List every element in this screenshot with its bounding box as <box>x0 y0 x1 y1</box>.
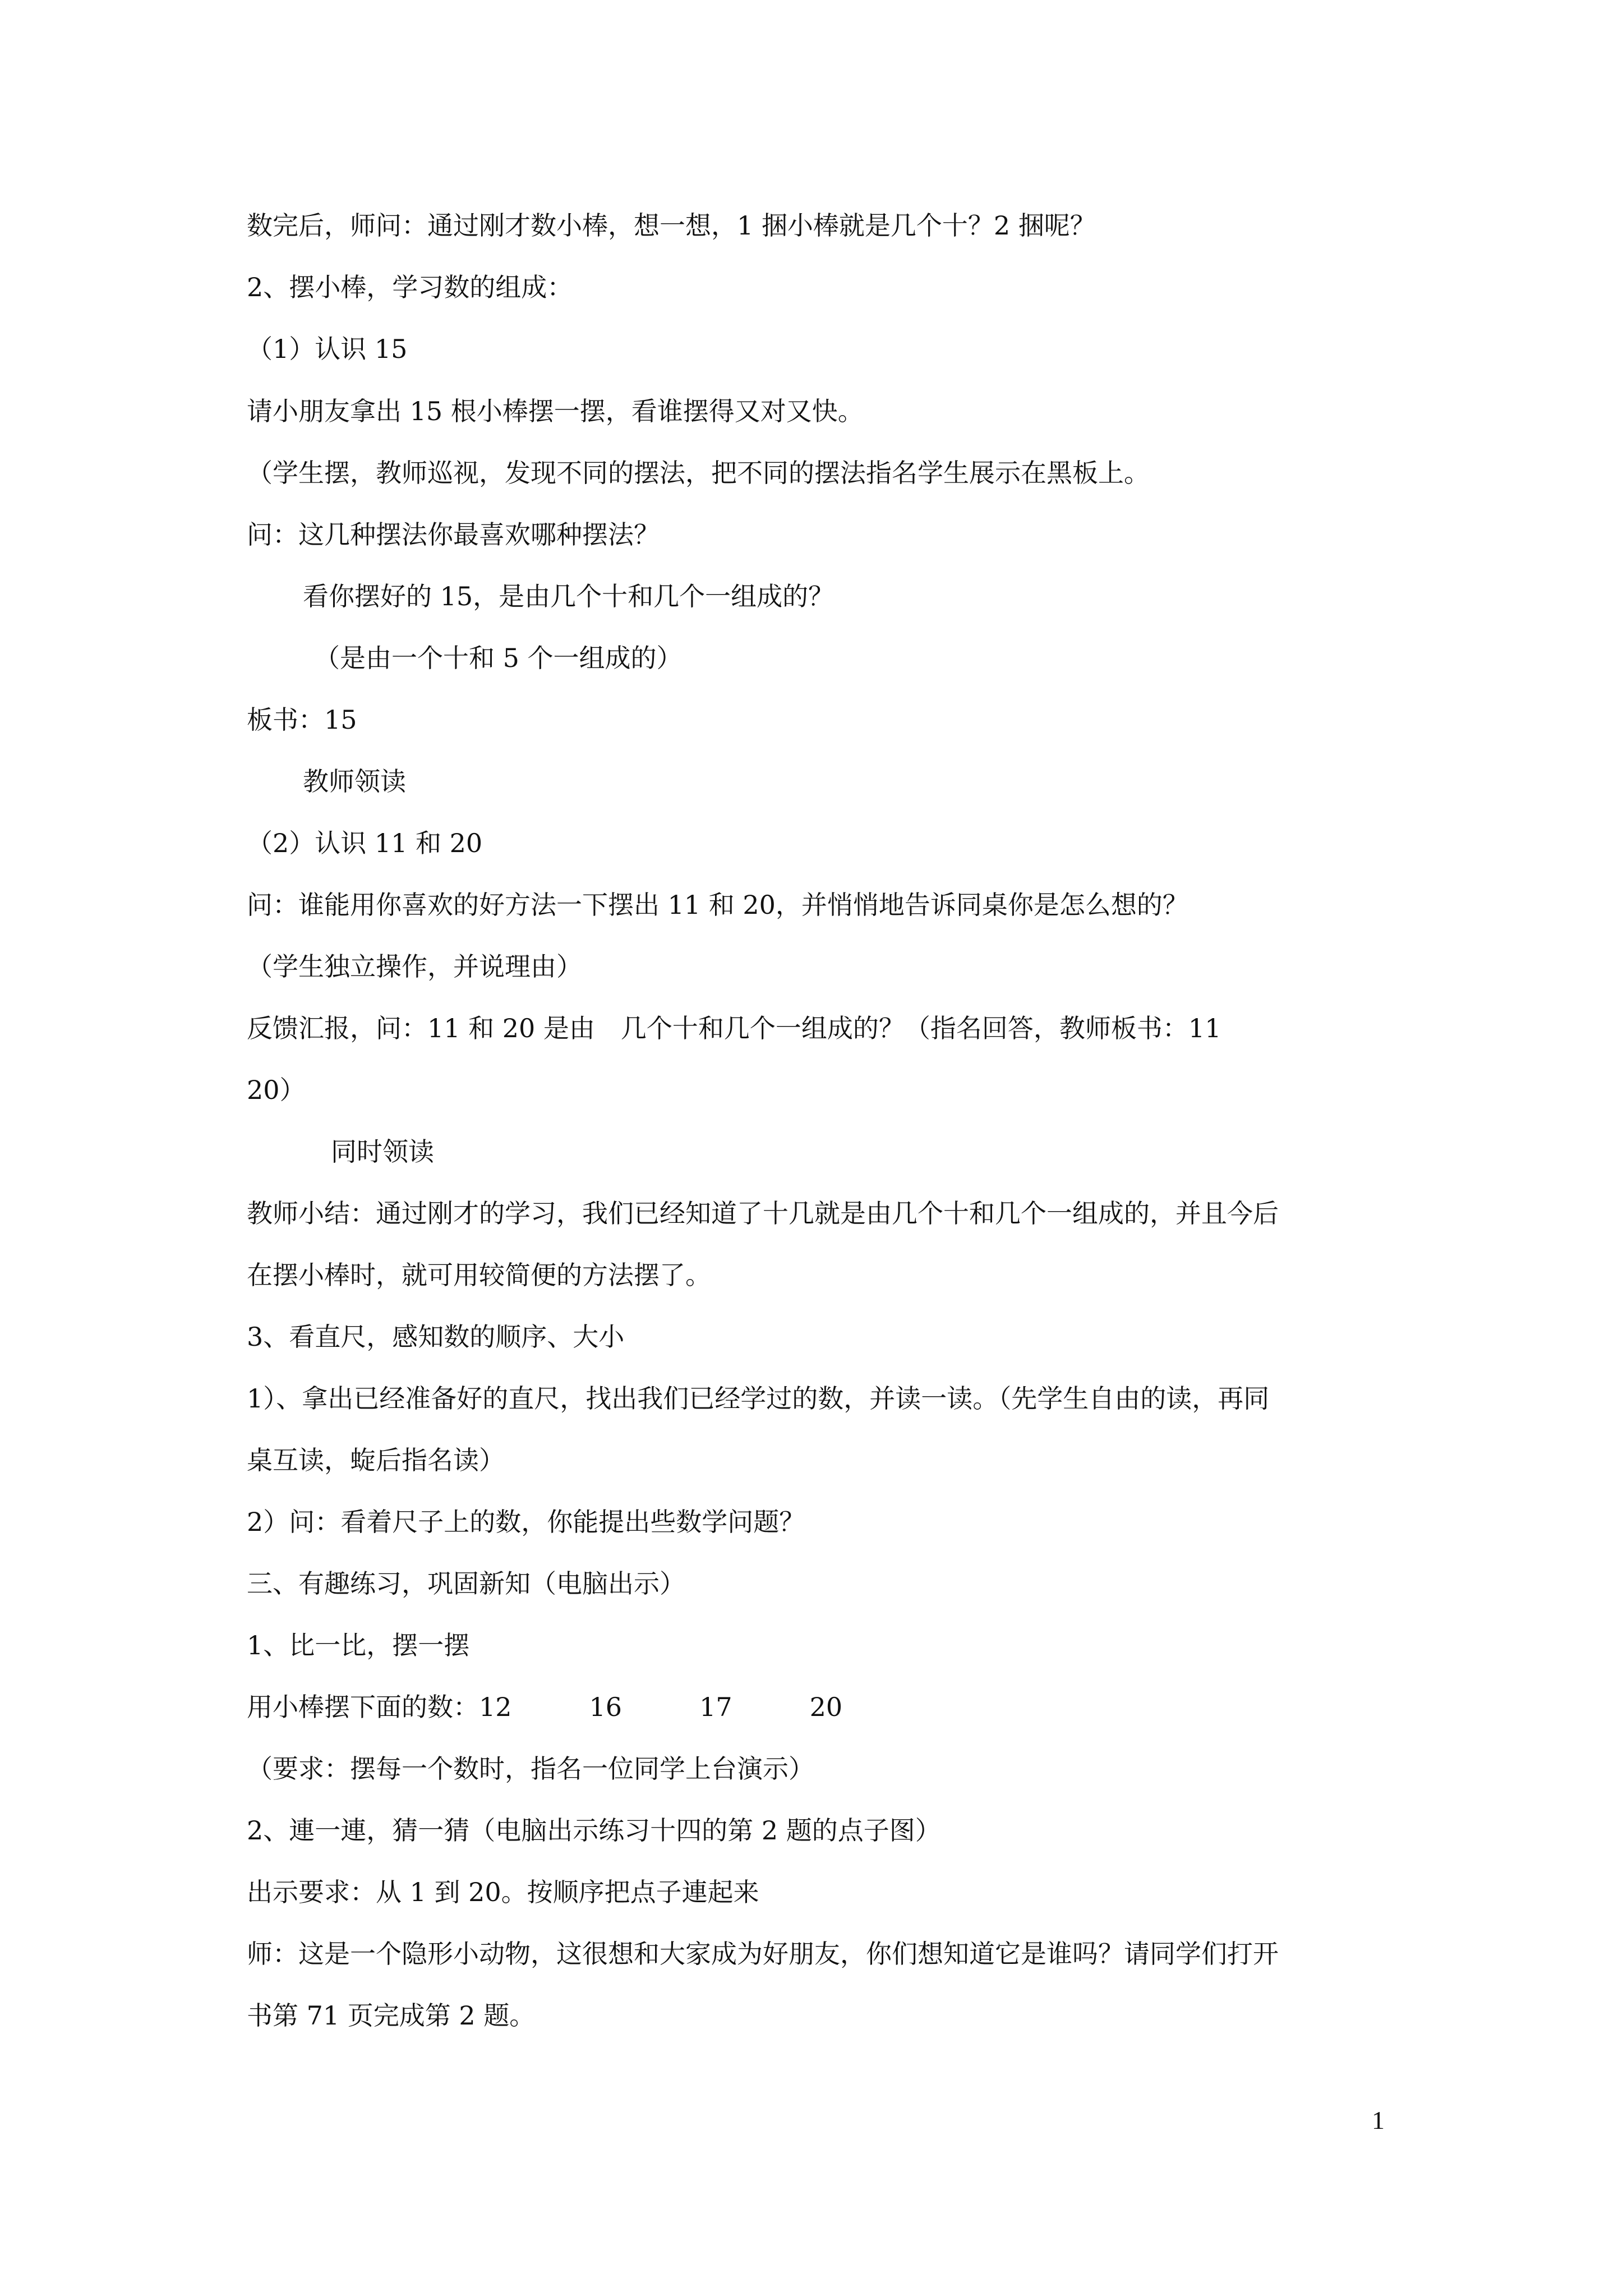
text-line: 数完后，师问：通过刚才数小棒，想一想，1 捆小棒就是几个十？2 捆呢？ <box>247 210 1096 241</box>
text-line: 看你摆好的 15，是由几个十和几个一组成的？ <box>303 581 834 611</box>
text-line: 1）、拿出已经准备好的直尺，找出我们已经学过的数，并读一读。（先学生自由的读，再同 <box>247 1383 1270 1414</box>
subsection-heading: （1）认识 15 <box>247 334 408 364</box>
text-line: 师：这是一个隐形小动物，这很想和大家成为好朋友，你们想知道它是谁吗？请同学们打开 <box>247 1939 1279 1969</box>
text-line: 同时领读 <box>331 1137 434 1167</box>
text-line: 板书：15 <box>247 705 357 735</box>
text-line: （是由一个十和 5 个一组成的） <box>314 643 683 673</box>
subsection-heading: （2）认识 11 和 20 <box>247 828 483 858</box>
text-line: 教师领读 <box>303 766 406 797</box>
text-line: 请小朋友拿出 15 根小棒摆一摆，看谁摆得又对又快。 <box>247 396 864 426</box>
text-line: 出示要求：从 1 到 20。按顺序把点子連起来 <box>247 1877 759 1907</box>
text-line: 问：这几种摆法你最喜欢哪种摆法？ <box>247 519 660 550</box>
section-heading: 2、摆小棒，学习数的组成： <box>247 272 573 302</box>
text-line: 桌互读，蜁后指名读） <box>247 1445 505 1475</box>
text-line: 问：谁能用你喜欢的好方法一下摆出 11 和 20，并悄悄地告诉同桌你是怎么想的？ <box>247 890 1188 920</box>
text-line: 用小棒摆下面的数：12 16 17 20 <box>247 1692 843 1722</box>
section-heading: 3、看直尺，感知数的顺序、大小 <box>247 1322 625 1352</box>
text-line: 反馈汇报，问：11 和 20 是由 几个十和几个一组成的？（指名回答，教师板书：11 <box>247 1013 1221 1043</box>
text-line: （学生摆，教师巡视，发现不同的摆法，把不同的摆法指名学生展示在黑板上。 <box>247 458 1150 488</box>
text-line: 书第 71 页完成第 2 题。 <box>247 2000 536 2031</box>
text-line: 在摆小棒时，就可用较简便的方法摆了。 <box>247 1260 711 1290</box>
text-line: 教师小结：通过刚才的学习，我们已经知道了十几就是由几个十和几个一组成的，并且今后 <box>247 1198 1279 1228</box>
subsection-heading: 2、連一連，猜一猜（电脑出示练习十四的第 2 题的点子图） <box>247 1815 941 1846</box>
text-line: （学生独立操作，并说理由） <box>247 951 582 982</box>
section-heading: 三、有趣练习，巩固新知（电脑出示） <box>247 1568 685 1599</box>
subsection-heading: 1、比一比，摆一摆 <box>247 1630 470 1660</box>
text-line: 20） <box>247 1075 306 1105</box>
text-line: 2）问：看着尺子上的数，你能提出些数学问题？ <box>247 1507 805 1537</box>
page-number: 1 <box>1372 2106 1385 2134</box>
text-line: （要求：摆每一个数时，指名一位同学上台演示） <box>247 1754 814 1784</box>
